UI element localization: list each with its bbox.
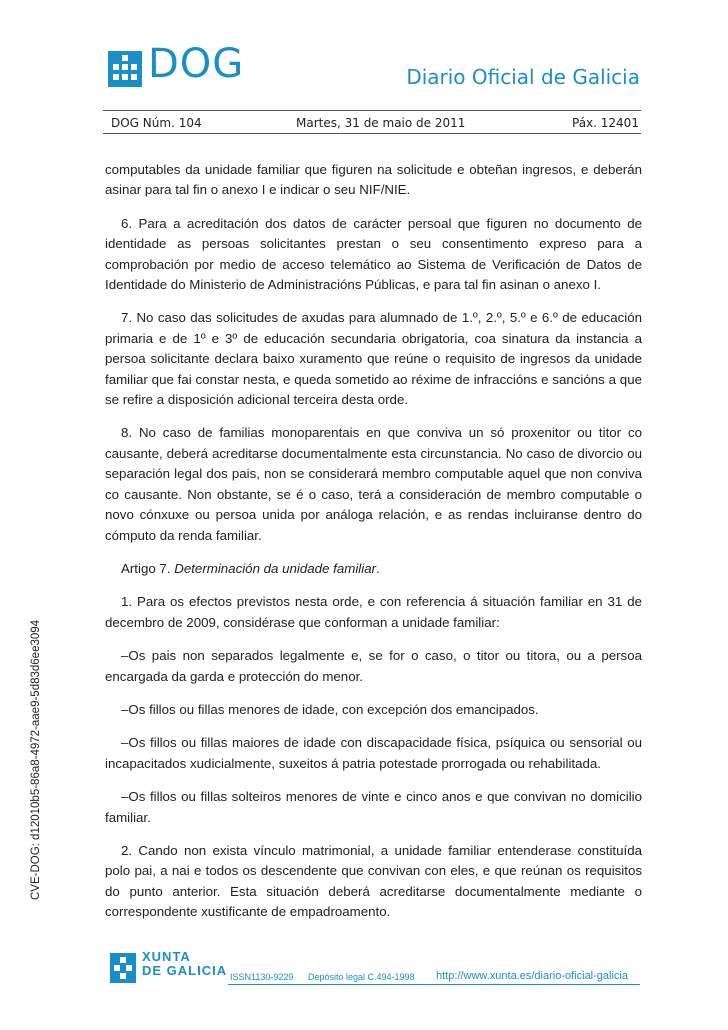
paragraph: 7. No caso das solicitudes de axudas para alumnado de 1.º, 2.º, 5.º e 6.º de educación primaria e de 1º e 3º de educación secundaria obrigatoria, coa sinatura da instancia a persoa solicitante declara baixo xuramento que reúne o requisito de ingresos da unidade familiar que fai constar nesta, e queda sometido ao réxime de infraccións e sancións a que se refire a disposición adicional terceira desta orde. <box>105 310 642 408</box>
paragraph: –Os pais non separados legalmente e, se for o caso, o titor ou titora, ou a persoa encargada da garda e protección do menor. <box>105 648 642 684</box>
paragraph: 2. Cando non exista vínculo matrimonial, a unidade familiar entenderase constituída polo pai, a nai e todos os descendente que convivan con eles, e que reúnan os requisitos do punto anterior. Esta situación deberá acreditarse documentalmente mediante o correspondente xustificante de empadroamento. <box>105 842 642 920</box>
document-body <box>105 160 642 936</box>
paragraph: 1. Para os efectos previstos nesta orde, e con referencia á situación familiar en 31 de decembro de 2009, considérase que conforman a unidade familiar: <box>105 594 642 630</box>
dog-logo-emblem <box>108 51 142 87</box>
deposito-legal: Depósito legal C.494-1998 <box>308 972 415 982</box>
header-rule-bottom <box>103 133 641 134</box>
paragraph: –Os fillos ou fillas solteiros menores de vinte e cinco anos e que convivan no domicilio familiar. <box>105 789 642 825</box>
article-heading <box>105 559 642 579</box>
issn: ISSN1130-9229 <box>230 972 294 982</box>
publication-title: Diario Oficial de Galicia <box>406 65 640 89</box>
paragraph: computables da unidade familiar que figuren na solicitude e obteñan ingresos, e deberán asinar para tal fin o anexo I e indicar o seu NIF/NIE. <box>105 162 642 198</box>
xunta-line1: XUNTA <box>142 949 191 964</box>
xunta-line2: DE GALICIA <box>142 963 228 978</box>
issue-date: Martes, 31 de maio de 2011 <box>296 116 466 130</box>
xunta-logo-text <box>142 950 227 978</box>
article-end: . <box>376 560 380 576</box>
header-rule-top <box>103 110 641 111</box>
article-label: Artigo 7. <box>121 560 171 576</box>
dog-logo-text: DOG <box>148 41 245 87</box>
paragraph: –Os fillos ou fillas menores de idade, con excepción dos emancipados. <box>121 701 539 717</box>
footer-url[interactable]: http://www.xunta.es/diario-oficial-galicia <box>436 970 628 982</box>
xunta-emblem <box>110 953 136 983</box>
footer-rule <box>228 984 640 985</box>
paragraph: –Os fillos ou fillas maiores de idade con discapacidade física, psíquica ou sensorial ou incapacitados xudicialmente, suxeitos á patria potestade prorrogada ou rehabilitada. <box>105 735 642 771</box>
verification-code: CVE-DOG: d12010b5-86a8-4972-aae9-5d83d6ee3094 <box>30 619 42 900</box>
page-number: Páx. 12401 <box>572 116 639 130</box>
paragraph: 8. No caso de familias monoparentais en que conviva un só proxenitor ou titor co causante, deberá acreditarse documentalmente esta circunstancia. No caso de divorcio ou separación legal dos pais, non se considerará membro computable aquel que non conviva co causante. Non obstante, se é o caso, terá a consideración de membro computable o novo cónxuxe ou persoa unida por análoga relación, e as rendas incluiranse dentro do cómputo da renda familiar. <box>105 425 642 543</box>
article-title: Determinación da unidade familiar <box>174 560 377 576</box>
issue-number: DOG Núm. 104 <box>111 116 202 130</box>
paragraph: 6. Para a acreditación dos datos de carácter persoal que figuren no documento de identidade as persoas solicitantes prestan o seu consentimento expreso para a comprobación por medio de acceso telemático ao Sistema de Verificación de Datos de Identidade do Ministerio de Administracións Públicas, e para tal fin asinan o anexo I. <box>105 215 642 293</box>
